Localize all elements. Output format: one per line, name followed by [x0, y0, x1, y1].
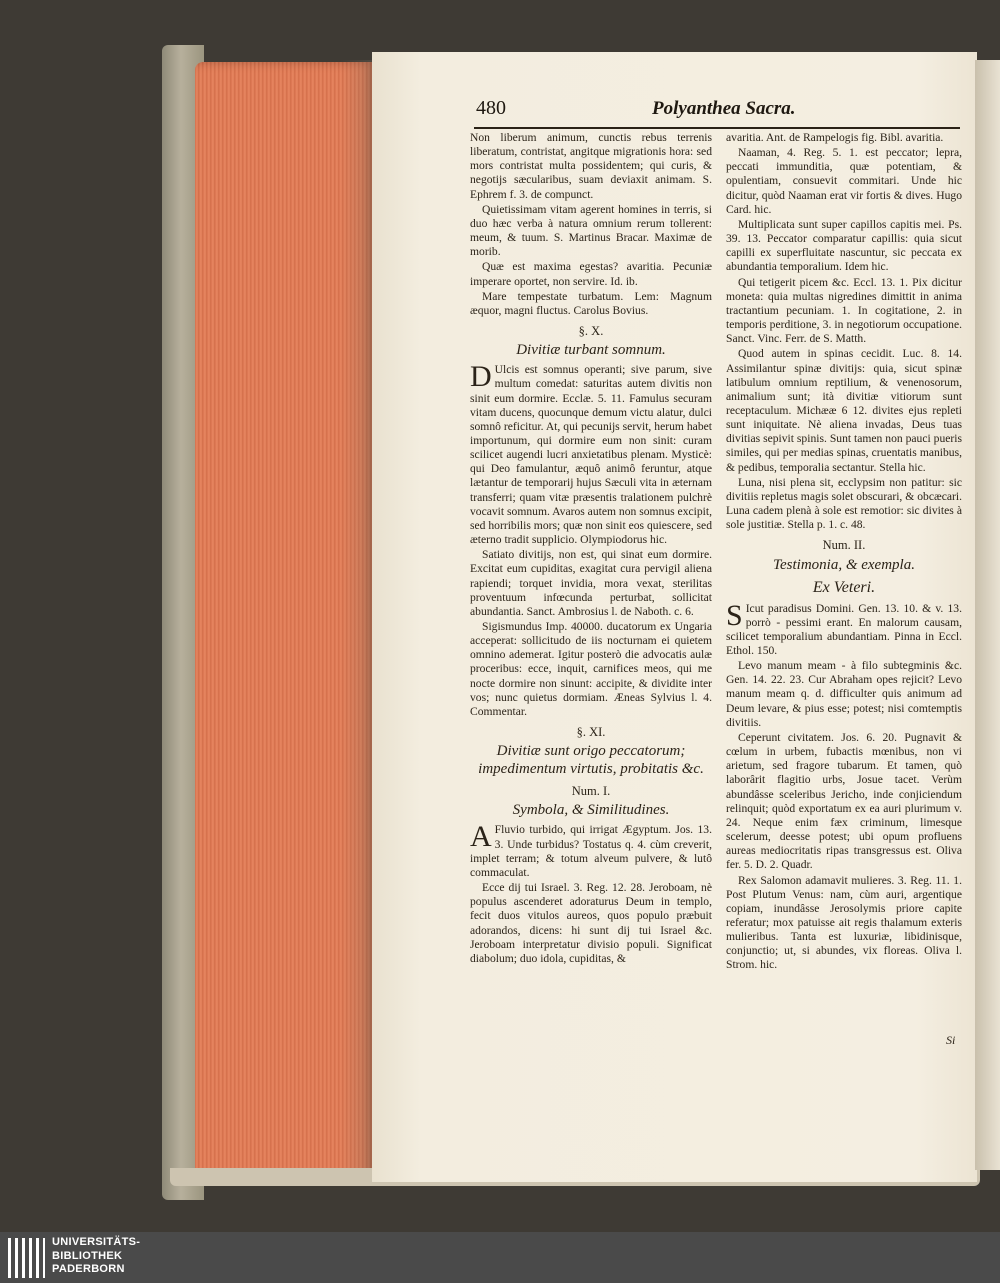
paragraph-text: Num. II.	[822, 538, 866, 553]
section-subtitle	[726, 578, 962, 598]
paragraph-text: Ceperunt civitatem. Jos. 6. 20. Pugnavit & cœlum in urbem, fubactis mœnibus, non vi arietum, sed fragore tubarum. Et tamen, quò laborârit flagitio urbs, Josue tacet. Verùm abundâsse sceleribus Jericho, inde conjiciendum relinquit; quòd exportatum ex ea auri plurimum v. 24. Neque enim fæx criminum, limesque scelerum, deesse potest; ubi opum profluens aureas mediocritatis ripas transgressus est. Oliva fer. 5. D. 2. Quadr.	[726, 730, 962, 872]
section-heading	[470, 784, 712, 798]
paragraph	[470, 360, 712, 547]
paragraph-text: Divitiæ sunt origo peccatorum; impedimentum virtutis, probitatis &c.	[478, 743, 704, 778]
paragraph-text: Satiato divitijs, non est, qui sinat eum dormire. Excitat eum cupiditas, exagitat cura pervigil aliena rapiendi; torquet invidia, mora vexat, sterilitas proventuum infœcunda perturbat, sollicitat abundantia. Sanct. Ambrosius l. de Naboth. c. 6.	[470, 548, 712, 618]
paragraph-text: Multiplicata sunt super capillos capitis mei. Ps. 39. 13. Peccator comparatur capillis: quia sicut capilli ex superfluitate nascuntur, sic peccata ex abundantia temporalium. Idem hic.	[726, 217, 962, 274]
paragraph	[726, 659, 962, 730]
facing-page-edge	[975, 60, 1000, 1170]
paragraph-text: Divitiæ turbant somnum.	[516, 342, 666, 359]
paragraph-text: §. XI.	[576, 725, 606, 740]
library-name-line2: BIBLIOTHEK	[52, 1249, 123, 1262]
library-name-line3: PADERBORN	[52, 1263, 125, 1275]
paragraph	[726, 731, 962, 873]
paragraph	[470, 290, 712, 318]
section-title	[470, 742, 712, 778]
library-name	[52, 1236, 140, 1277]
drop-initial: A	[470, 820, 492, 854]
right-text-column	[726, 131, 962, 974]
paragraph-text: Symbola, & Similitudines.	[512, 802, 670, 819]
section-title	[470, 801, 712, 819]
paragraph-text: Non liberum animum, cunctis rebus terrenis liberatum, contristat, angitque migrationis hora: sed mors contristat multa possidentem; qui curis, & negotijs sæcularibus, suam deviaxit animam. S. Ephrem f. 3. de compunct.	[470, 131, 712, 201]
paragraph	[470, 131, 712, 202]
page-number: 480	[476, 97, 506, 119]
library-name-line1: UNIVERSITÄTS-	[52, 1236, 141, 1248]
catchword: Si	[946, 1033, 956, 1047]
paragraph-text: avaritia. Ant. de Rampelogis fig. Bibl. avaritia.	[726, 131, 944, 144]
paragraph-text: §. X.	[578, 324, 604, 339]
paragraph-text: Ecce dij tui Israel. 3. Reg. 12. 28. Jeroboam, nè populus ascenderet adoraturus Deum in templo, fecit duos vitulos aureos, quos populo præbuit adorandos, dicens: hi sunt dij tui Israel &c. Jeroboam interpretatur divisio populi. Significat diabolum; duo idola, cupiditas, &	[470, 881, 712, 965]
paragraph	[470, 548, 712, 619]
paragraph	[726, 347, 962, 474]
running-head: Polyanthea Sacra.	[652, 98, 796, 119]
paragraph-text: Luna, nisi plena sit, ecclypsim non patitur: sic divitiis repletus magis solet obscurari, & obcæcari. Luna cadem plenà à sole est remotior: sic divites à sole justitiæ. Stella p. 1. c. 48.	[726, 475, 962, 532]
paragraph-text: Fluvio turbido, qui irrigat Ægyptum. Jos. 13. 3. Unde turbidus? Tostatus q. 4. cùm creverit, implet terram; & totum alveum pulvere, & lutô commaculat.	[470, 823, 712, 879]
paragraph-text: Mare tempestate turbatum. Lem: Magnum æquor, magni fluctus. Carolus Bovius.	[470, 289, 712, 317]
paragraph-text: Qui tetigerit picem &c. Eccl. 13. 1. Pix dicitur moneta: quia multas nigredines dimittit in anima tractantium pecuniam. 1. In cogitatione, 2. in temporis perditione, 3. in negotiorum occupatione. Sanct. Vinc. Ferr. de S. Matth.	[726, 275, 962, 346]
paragraph	[470, 620, 712, 719]
section-title	[470, 341, 712, 359]
paragraph-text: Levo manum meam - à filo subtegminis &c. Gen. 14. 22. 23. Cur Abraham opes rejicit? Levo manum meam q. d. difficulter quis animum ad Deum levare, & pius esse; potest; nisi comtemptis divitiis.	[726, 659, 962, 729]
paragraph	[726, 598, 962, 659]
drop-initial: S	[726, 598, 743, 632]
paragraph-text: Num. I.	[571, 784, 611, 799]
section-title	[726, 556, 962, 574]
section-heading	[470, 725, 712, 739]
paragraph	[726, 276, 962, 347]
paragraph-text: Quietissimam vitam agerent homines in terris, si duo hæc verba à natura omnium rerum tollerent: meum, & tuum. S. Martinus Bracar. Maximæ de morib.	[470, 202, 712, 259]
library-logo-icon	[6, 1238, 46, 1278]
paragraph	[470, 203, 712, 260]
left-text-column	[470, 131, 712, 967]
paragraph-text: Icut paradisus Domini. Gen. 13. 10. & v. 13. porrò - pessimi erant. En malorum causam, scilicet temporalium abundantiam. Pinna in Eccl. Ethol. 150.	[726, 601, 962, 657]
paragraph	[726, 146, 962, 217]
page-header	[474, 97, 960, 127]
paragraph-text: Testimonia, & exempla.	[773, 556, 915, 573]
paragraph	[726, 874, 962, 973]
paragraph-text: Rex Salomon adamavit mulieres. 3. Reg. 11. 1. Post Plutum Venus: nam, cùm auri, argentique copiam, inundâsse Jerosolymis priore capite referatur; mox patuisse ait regis thalamum exteris mulieribus. Tanta est luxuriæ, libidinisque, conjunctio; ut, si abundes, vix floreas. Oliva l. Strom. hic.	[726, 873, 962, 972]
paragraph	[470, 820, 712, 880]
paragraph	[726, 476, 962, 533]
paragraph	[470, 260, 712, 288]
section-heading	[726, 538, 962, 552]
paragraph-text: Quæ est maxima egestas? avaritia. Pecuniæ imperare oportet, non servire. Id. ib.	[470, 260, 712, 288]
paragraph	[726, 218, 962, 275]
section-heading	[470, 324, 712, 338]
paragraph-text: Sigismundus Imp. 40000. ducatorum ex Ungaria acceperat: sollicitudo de iis nocturnam ei quietem omnino ademerat. Igitur posterò die advocatis aulæ proceribus: ecce, inquit, carnifices meos, qui me nocte dormire non sinunt: accipite, & dividite inter vos; nunc quietus dormiam. Æneas Sylvius l. 4. Commentar.	[470, 620, 712, 718]
paragraph-text: Quod autem in spinas cecidit. Luc. 8. 14. Assimilantur spinæ divitijs: quia, sicut spinæ latibulum omnium reptilium, & venenosorum, animalium sunt; ità divitiæ vitiorum sunt receptaculum. Michææ 6 12. divites ejus repleti sunt iniquitate. Nè aliena invadas, Deus tuas divitias sepivit spinis. Sunt tamen non pauci pueris similes, qui per medias spinas, cruentatis manibus, & pedibus, temporalia sectantur. Stella hic.	[726, 347, 962, 474]
paragraph	[726, 131, 962, 145]
paragraph-text: Ulcis est somnus operanti; sive parum, sive multum comedat: saturitas autem divitis non sinit eum dormire. Ecclæ. 5. 11. Famulus securam vitam ducens, quocunque demum victu alatur, dulci somnô reficitur. At, qui pecunijs servit, herum habet importunum, qui dormire eum non sinit: curam scilicet augendi lucri anxietatibus plenam. Mysticè: qui Deo famulantur, æquô animô feruntur, atque lætantur de temporarij hujus Sæculi vita in æternam transferri; quam vitæ præsentis tralationem pulchrè vocavit somnum. Avaros autem non somnus excipit, sed horribilis mors; quæ non sinit eos quiescere, sed æterno tradit supplicio. Olympiodorus hic.	[470, 363, 712, 547]
drop-initial: D	[470, 360, 492, 394]
paragraph	[470, 881, 712, 966]
paragraph-text: Naaman, 4. Reg. 5. 1. est peccator; lepra, peccati immunditia, quæ potentiam, & opulentiam, consuevit commitari. Unde hic dicitur, quòd Naaman erat vir fortis & dives. Hugo Card. hic.	[726, 146, 962, 216]
header-rule	[474, 127, 960, 129]
paragraph-text: Ex Veteri.	[812, 578, 876, 596]
library-footer	[0, 1232, 1000, 1283]
